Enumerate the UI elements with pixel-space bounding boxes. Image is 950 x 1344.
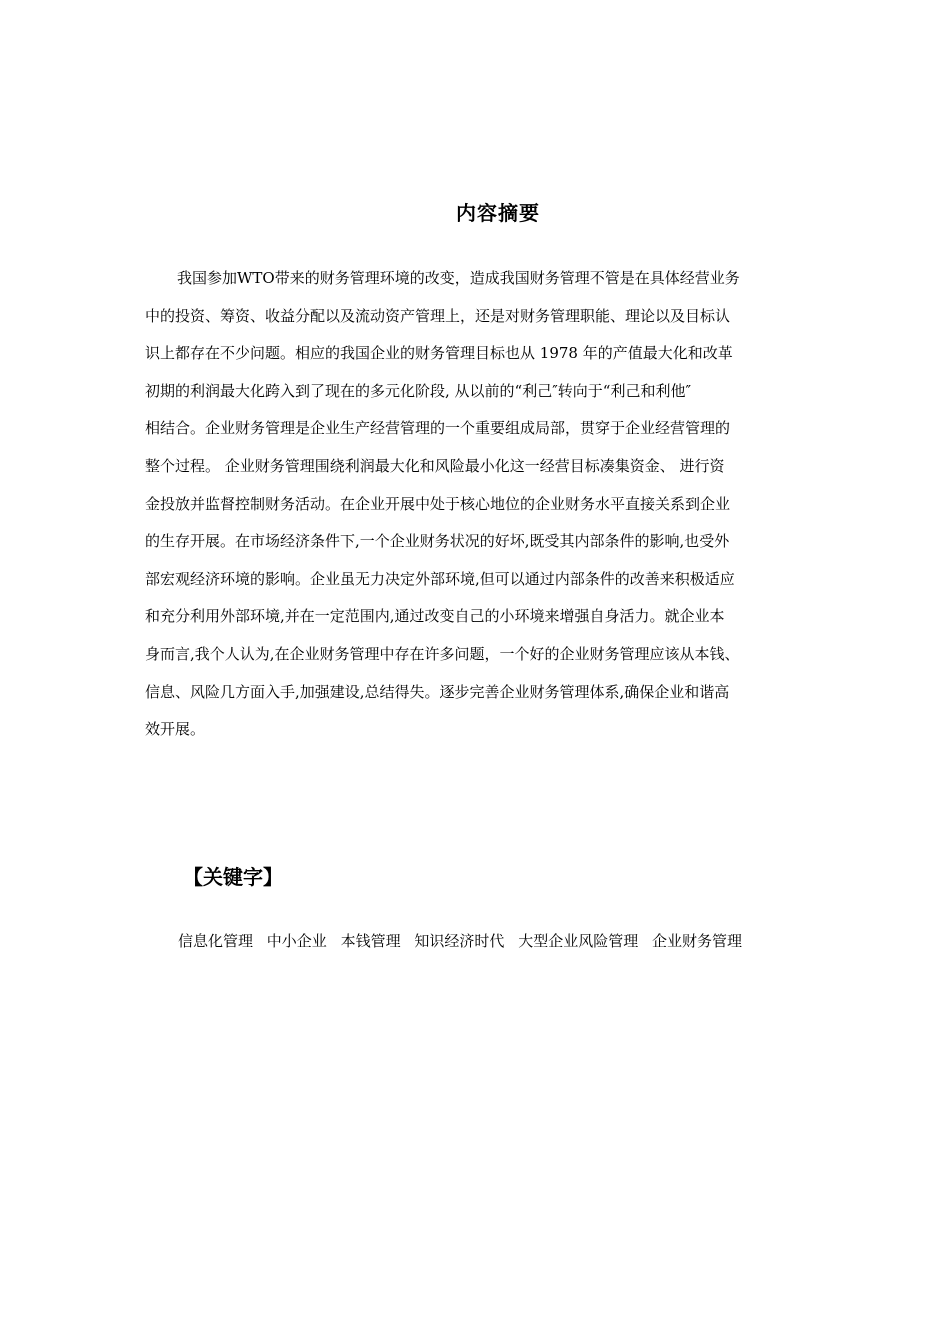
abstract-line: 信息、风险几方面入手,加强建设,总结得失。逐步完善企业财务管理体系,确保企业和谐高	[145, 682, 730, 701]
keyword-item: 知识经济时代	[414, 932, 505, 950]
abstract-line: 识上都存在不少问题。相应的我国企业的财务管理目标也从 1978 年的产值最大化和改革	[145, 344, 733, 363]
abstract-line: 相结合。企业财务管理是企业生产经营管理的一个重要组成局部，贯穿于企业经营管理的	[145, 419, 731, 438]
keywords-title: 【关键字】	[183, 865, 283, 889]
abstract-line: 我国参加WTO带来的财务管理环境的改变，造成我国财务管理不管是在具体经营业务	[177, 269, 740, 287]
abstract-body	[145, 260, 827, 749]
abstract-line: 中的投资、筹资、收益分配以及流动资产管理上，还是对财务管理职能、理论以及目标认	[145, 306, 731, 325]
abstract-line: 和充分利用外部环境,并在一定范围内,通过改变自己的小环境来增强自身活力。就企业本	[145, 607, 725, 626]
keyword-item: 大型企业风险管理	[518, 932, 639, 950]
abstract-line: 的生存开展。在市场经济条件下,一个企业财务状况的好坏,既受其内部条件的影响,也受外	[145, 532, 730, 551]
keyword-item: 企业财务管理	[651, 932, 742, 950]
abstract-line: 整个过程。 企业财务管理围绕利润最大化和风险最小化这一经营目标凑集资金、 进行资	[145, 456, 725, 475]
abstract-line: 效开展。	[145, 720, 206, 739]
keyword-item: 信息化管理	[178, 932, 254, 950]
keywords-list	[178, 929, 751, 953]
abstract-line: 初期的利润最大化跨入到了现在的多元化阶段, 从以前的“利己″转向于“利己和利他″	[145, 381, 692, 400]
keyword-item: 本钱管理	[340, 932, 401, 950]
abstract-line: 部宏观经济环境的影响。企业虽无力决定外部环境,但可以通过内部条件的改善来积极适应	[145, 569, 735, 588]
keyword-item: 中小企业	[266, 932, 327, 950]
abstract-line: 金投放并监督控制财务活动。在企业开展中处于核心地位的企业财务水平直接关系到企业	[145, 494, 731, 513]
abstract-line: 身而言,我个人认为,在企业财务管理中存在许多问题，一个好的企业财务管理应该从本钱、	[145, 644, 740, 663]
abstract-title: 内容摘要	[456, 201, 540, 225]
